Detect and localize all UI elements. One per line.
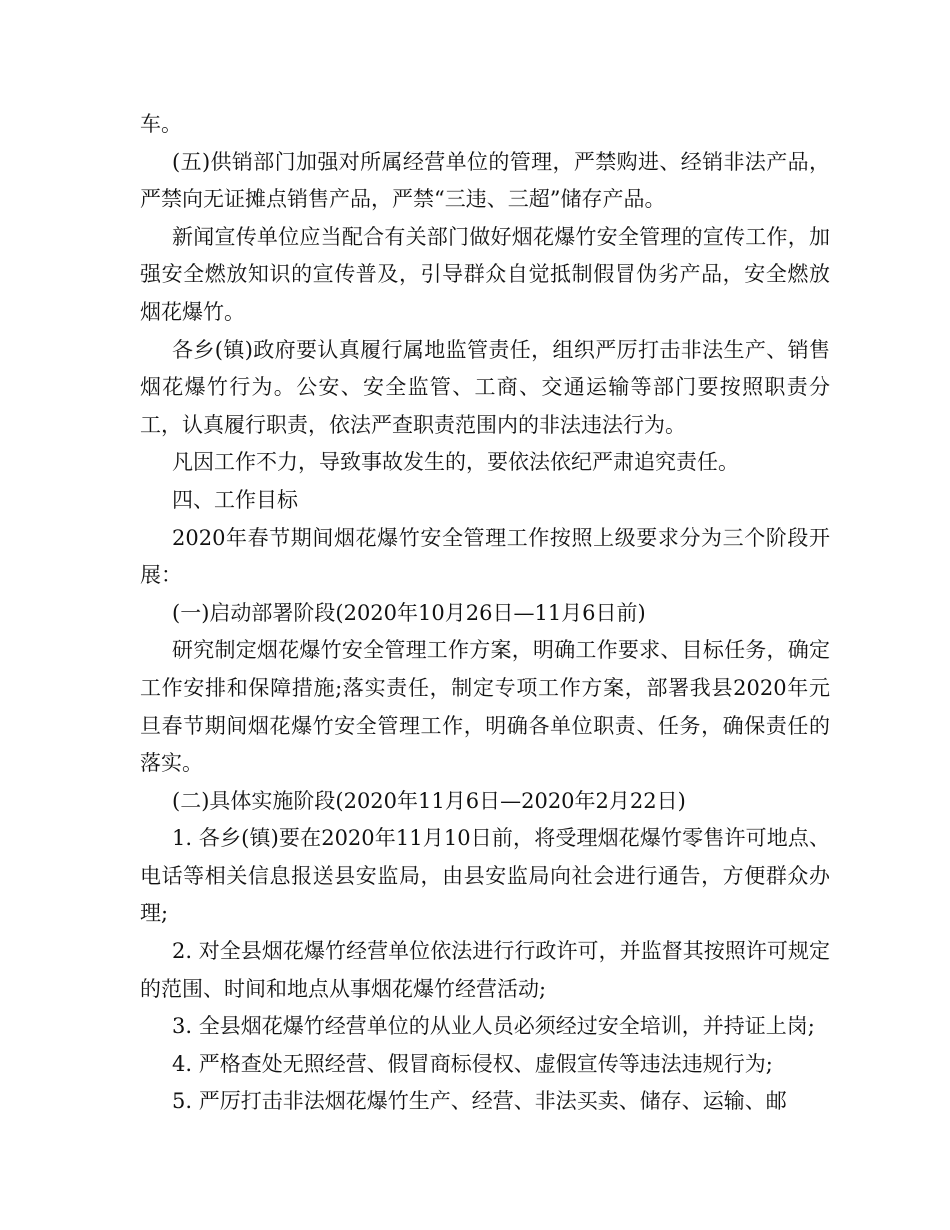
list-item: 4. 严格查处无照经营、假冒商标侵权、虚假宣传等违法违规行为; bbox=[172, 1051, 773, 1076]
paragraph: 新闻宣传单位应当配合有关部门做好烟花爆竹安全管理的宣传工作，加强安全燃放知识的宣传普及，引导群众自觉抵制假冒伪劣产品，安全燃放烟花爆竹。 bbox=[140, 224, 830, 324]
list-item: 5. 严厉打击非法烟花爆竹生产、经营、非法买卖、储存、运输、邮 bbox=[172, 1089, 787, 1114]
subsection-heading: (一)启动部署阶段(2020年10月26日—11月6日前) bbox=[172, 600, 646, 625]
document-body bbox=[140, 106, 830, 1121]
paragraph: 2020年春节期间烟花爆竹安全管理工作按照上级要求分为三个阶段开展： bbox=[140, 525, 830, 588]
list-item: 3. 全县烟花爆竹经营单位的从业人员必须经过安全培训，并持证上岗; bbox=[172, 1014, 815, 1039]
section-heading: 四、工作目标 bbox=[172, 487, 298, 512]
paragraph: 各乡(镇)政府要认真履行属地监管责任，组织严厉打击非法生产、销售烟花爆竹行为。公安、安全监管、工商、交通运输等部门要按照职责分工，认真履行职责，依法严查职责范围内的非法违法行为。 bbox=[140, 337, 830, 437]
paragraph: (五)供销部门加强对所属经营单位的管理，严禁购进、经销非法产品，严禁向无证摊点销售产品，严禁“三违、三超”储存产品。 bbox=[140, 149, 830, 212]
paragraph: 凡因工作不力，导致事故发生的，要依法依纪严肃追究责任。 bbox=[172, 450, 739, 475]
subsection-heading: (二)具体实施阶段(2020年11月6日—2020年2月22日) bbox=[172, 788, 686, 813]
list-item: 2. 对全县烟花爆竹经营单位依法进行行政许可，并监督其按照许可规定的范围、时间和地点从事烟花爆竹经营活动; bbox=[140, 939, 830, 1001]
paragraph: 研究制定烟花爆竹安全管理工作方案，明确工作要求、目标任务，确定工作安排和保障措施;落实责任，制定专项工作方案，部署我县2020年元旦春节期间烟花爆竹安全管理工作，明确各单位职责、任务，确保责任的落实。 bbox=[140, 638, 830, 776]
list-item: 1. 各乡(镇)要在2020年11月10日前，将受理烟花爆竹零售许可地点、电话等相关信息报送县安监局，由县安监局向社会进行通告，方便群众办理; bbox=[140, 826, 830, 926]
paragraph: 车。 bbox=[140, 112, 182, 136]
